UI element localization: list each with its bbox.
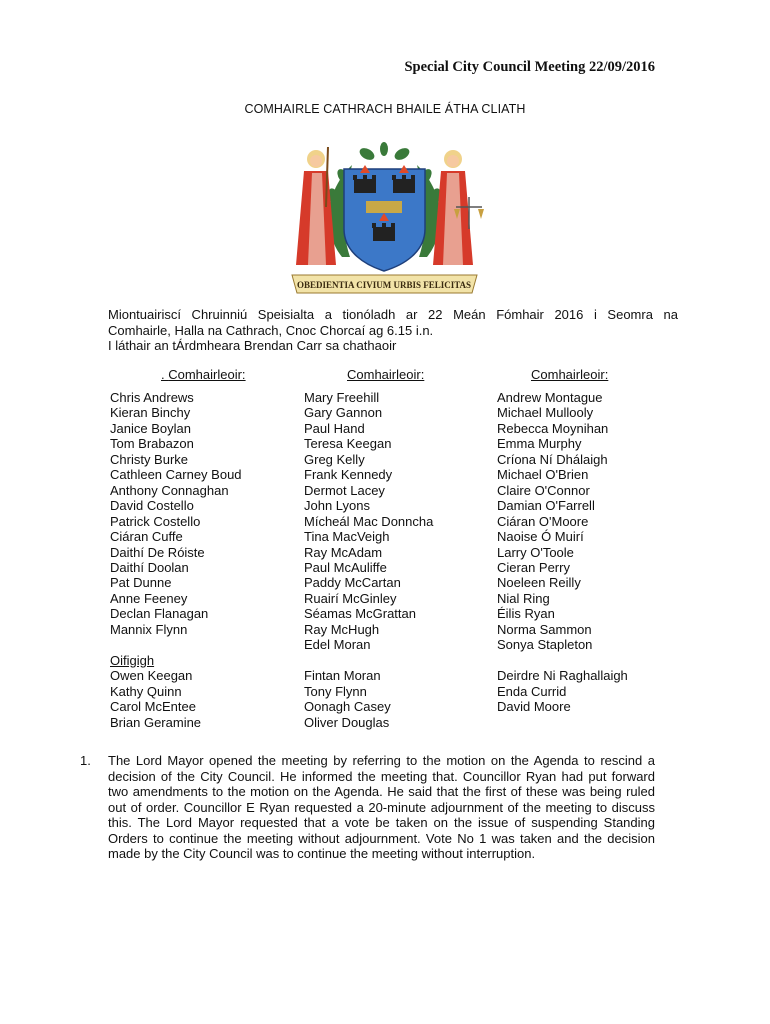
intro-line-3: I láthair an tÁrdmheara Brendan Carr sa chathaoir [108, 338, 397, 353]
official-name: Kathy Quinn [110, 683, 182, 699]
councillor-name: Greg Kelly [304, 451, 365, 467]
councillor-name: David Costello [110, 498, 194, 514]
councillor-name: Edel Moran [304, 637, 371, 653]
intro-line-2: Comhairle, Halla na Cathrach, Cnoc Chorcaí ag 6.15 i.n. [108, 322, 434, 338]
councillor-name: Teresa Keegan [304, 436, 392, 452]
councillor-name: Cieran Perry [497, 559, 570, 575]
councillor-name: Sonya Stapleton [497, 637, 593, 653]
councillor-name: Séamas McGrattan [304, 606, 416, 622]
councillor-name: Mannix Flynn [110, 621, 188, 637]
councillor-name: Michael O'Brien [497, 467, 589, 483]
shield [344, 165, 425, 271]
councillor-name: Mícheál Mac Donncha [304, 513, 434, 529]
col1-heading-text: Comhairleoir: [168, 367, 246, 382]
official-name: Owen Keegan [110, 668, 193, 684]
councillor-name: Paddy McCartan [304, 575, 401, 591]
councillor-name: Ciáran Cuffe [110, 529, 183, 545]
right-supporter-figure [433, 150, 484, 265]
col2-heading: Comhairleoir: [347, 367, 425, 382]
councillor-name: Ciáran O'Moore [497, 513, 589, 529]
councillor-name: Nial Ring [497, 590, 550, 606]
official-name: Fintan Moran [304, 668, 381, 684]
councillor-name: Rebecca Moynihan [497, 420, 609, 436]
official-name: Brian Geramine [110, 714, 202, 730]
councillor-name: Larry O'Toole [497, 544, 574, 560]
councillor-name: Gary Gannon [304, 405, 383, 421]
councillor-name: Ray McAdam [304, 544, 383, 560]
councillor-name: Christy Burke [110, 451, 189, 467]
councillor-name: Tom Brabazon [110, 436, 194, 452]
councillor-name: Kieran Binchy [110, 405, 191, 421]
col1-heading-prefix: . [161, 367, 169, 382]
councillor-name: Ray McHugh [304, 621, 380, 637]
councillor-name: Daithí Doolan [110, 559, 189, 575]
intro-paragraph [108, 307, 678, 354]
official-name: David Moore [497, 699, 571, 715]
item-text: The Lord Mayor opened the meeting by referring to the motion on the Agenda to rescind a decision of the City Council. He informed the meeting that. Councillor Ryan had put forward two amendments to the motion on the Agenda. He said that the first of these was being ruled out of order. Councillor E Ryan requested a 20-minute adjournment of the meeting to discuss this. The Lord Mayor requested that a vote be taken on the issue of suspending Standing Orders to continue the meeting without adjournment. Vote No 1 was taken and the decision made by the City Council was to continue the meeting without interruption. [108, 753, 655, 861]
councillor-name: Janice Boylan [110, 420, 191, 436]
councillor-name: Anne Feeney [110, 590, 188, 606]
councillor-name: Paul McAuliffe [304, 559, 387, 575]
official-name: Oliver Douglas [304, 714, 390, 730]
col1-heading [161, 367, 246, 382]
official-name: Tony Flynn [304, 683, 367, 699]
councillor-name: Norma Sammon [497, 621, 592, 637]
councillor-name: Naoise Ó Muirí [497, 529, 584, 545]
official-name: Deirdre Ni Raghallaigh [497, 668, 628, 684]
motto-text: OBEDIENTIA CIVIUM URBIS FELICITAS [296, 280, 472, 290]
officials-heading: Oifigigh [110, 652, 155, 668]
councillor-name: Michael Mullooly [497, 405, 594, 421]
official-name: Enda Currid [497, 683, 567, 699]
councillor-name: Claire O'Connor [497, 482, 590, 498]
councillor-name: Damian O'Farrell [497, 498, 595, 514]
councillor-name: Chris Andrews [110, 390, 194, 405]
councillor-name: Paul Hand [304, 420, 365, 436]
councillor-name: Mary Freehill [304, 390, 380, 405]
meeting-title: Special City Council Meeting 22/09/2016 [404, 59, 655, 75]
councillor-name: Pat Dunne [110, 575, 172, 591]
councillor-name: Ruairí McGinley [304, 590, 397, 606]
council-name: COMHAIRLE CATHRACH BHAILE ÁTHA CLIATH [244, 102, 526, 116]
councillor-name: Noeleen Reilly [497, 575, 581, 591]
councillor-name: Tina MacVeigh [304, 529, 390, 545]
councillor-name: Emma Murphy [497, 436, 582, 452]
intro-line-1: Miontuairiscí Chruinniú Speisialta a tionóladh ar 22 Meán Fómhair 2016 i Seomra na [108, 307, 678, 322]
official-name: Oonagh Casey [304, 699, 391, 715]
councillor-name: Patrick Costello [110, 513, 201, 529]
left-supporter-figure [296, 147, 336, 265]
councillors-col2 [304, 390, 433, 730]
councillor-name: Éilis Ryan [497, 606, 555, 622]
councillor-name: John Lyons [304, 498, 371, 514]
councillor-name: Declan Flanagan [110, 606, 209, 622]
councillor-name: Dermot Lacey [304, 482, 385, 498]
dublin-coat-of-arms [282, 137, 487, 299]
councillor-name: Andrew Montague [497, 390, 603, 405]
councillor-name: Anthony Connaghan [110, 482, 229, 498]
councillor-name: Cathleen Carney Boud [110, 467, 242, 483]
official-name: Carol McEntee [110, 699, 196, 715]
councillors-col3 [497, 390, 628, 715]
councillor-name: Frank Kennedy [304, 467, 393, 483]
col3-heading: Comhairleoir: [531, 367, 609, 382]
councillor-name: Críona Ní Dhálaigh [497, 451, 608, 467]
councillor-name: Daithí De Róiste [110, 544, 205, 560]
councillors-col1 [110, 390, 242, 730]
item-number: 1. [80, 753, 91, 768]
